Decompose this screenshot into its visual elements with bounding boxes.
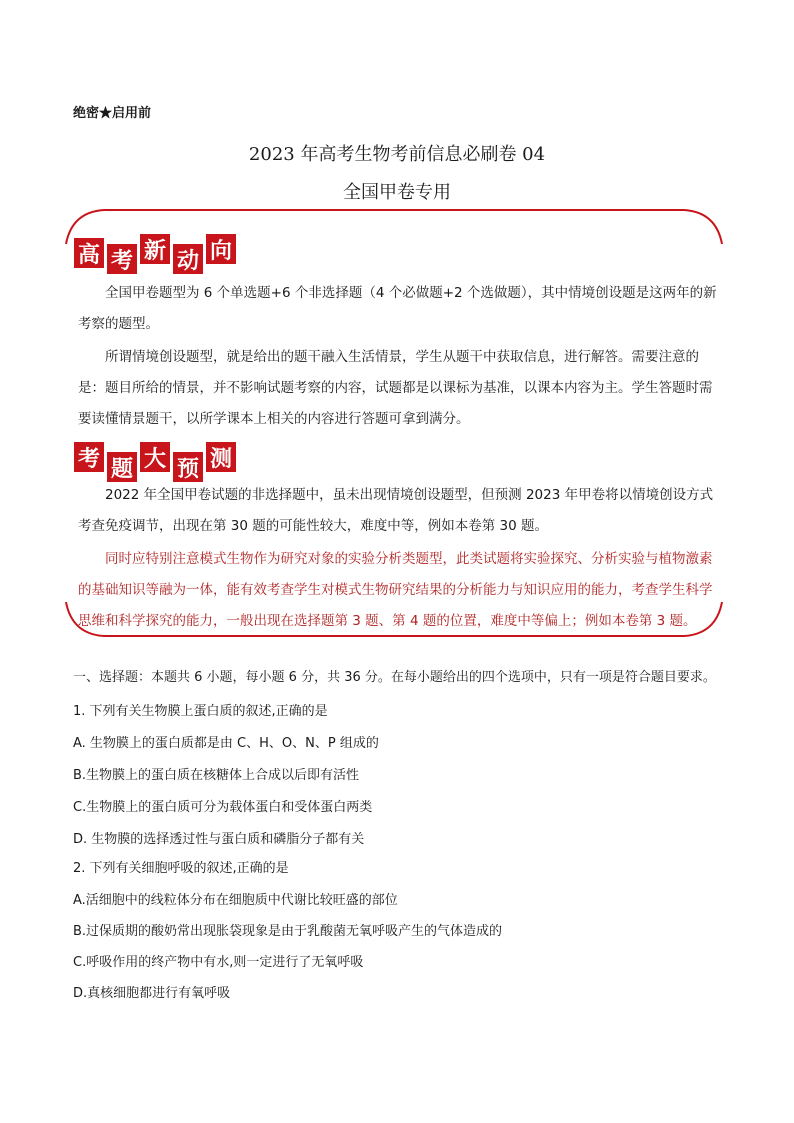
banner2-char: 大 bbox=[140, 442, 170, 472]
section2-paragraph-2: 同时应特别注意模式生物作为研究对象的实验分析类题型，此类试题将实验探究、分析实验与植物激素的基础知识等融为一体，能有效考查学生对模式生物研究结果的分析能力与知识应用的能力，考查学生科学思维和科学探究的能力，一般出现在选择题第 3 题、第 4 题的位置，难度中等偏上；例如本卷第 3 题。 bbox=[78, 551, 713, 629]
exam-subtitle: 全国甲卷专用 bbox=[343, 182, 451, 203]
banner2-char: 预 bbox=[173, 452, 203, 482]
question-2-option-a: A.活细胞中的线粒体分布在细胞质中代谢比较旺盛的部位 bbox=[73, 893, 398, 908]
banner1-char: 动 bbox=[173, 244, 203, 274]
section2-paragraph-1: 2022 年全国甲卷试题的非选择题中，虽未出现情境创设题型，但预测 2023 年甲卷将以情境创设方式考查免疫调节，出现在第 30 题的可能性较大，难度中等，例如本卷第 30 题。 bbox=[78, 487, 714, 534]
question-1-option-c: C.生物膜上的蛋白质可分为载体蛋白和受体蛋白两类 bbox=[73, 800, 373, 815]
banner-kaoti-dayuce bbox=[74, 438, 238, 482]
banner-gaokao-xindongxiang bbox=[74, 230, 238, 274]
question-1-option-a: A. 生物膜上的蛋白质都是由 C、H、O、N、P 组成的 bbox=[73, 736, 379, 751]
question-2-stem: 2. 下列有关细胞呼吸的叙述,正确的是 bbox=[73, 861, 289, 876]
secret-label: 绝密★启用前 bbox=[73, 106, 152, 121]
banner1-char: 高 bbox=[74, 238, 104, 268]
question-1-option-b: B.生物膜上的蛋白质在核糖体上合成以后即有活性 bbox=[73, 768, 360, 783]
frame-bottom-decoration bbox=[64, 600, 724, 640]
question-1-stem: 1. 下列有关生物膜上蛋白质的叙述,正确的是 bbox=[73, 704, 328, 719]
section1-paragraph-1: 全国甲卷题型为 6 个单选题+6 个非选择题（4 个必做题+2 个选做题），其中情境创设题是这两年的新考察的题型。 bbox=[78, 285, 717, 332]
question-2-option-d: D.真核细胞都进行有氧呼吸 bbox=[73, 986, 231, 1001]
banner1-char: 考 bbox=[107, 244, 137, 274]
section-instruction: 一、选择题：本题共 6 小题，每小题 6 分，共 36 分。在每小题给出的四个选项中，只有一项是符合题目要求。 bbox=[73, 670, 716, 685]
question-2-option-c: C.呼吸作用的终产物中有水,则一定进行了无氧呼吸 bbox=[73, 955, 364, 970]
banner1-char: 向 bbox=[206, 234, 236, 264]
section1-paragraph-2: 所谓情境创设题型，就是给出的题干融入生活情景，学生从题干中获取信息，进行解答。需要注意的是：题目所给的情景，并不影响试题考察的内容，试题都是以课标为基准，以课本内容为主。学生答题时需要读懂情景题干，以所学课本上相关的内容进行答题可拿到满分。 bbox=[78, 349, 713, 427]
banner2-char: 测 bbox=[206, 442, 236, 472]
question-2-option-b: B.过保质期的酸奶常出现胀袋现象是由于乳酸菌无氧呼吸产生的气体造成的 bbox=[73, 924, 503, 939]
exam-title: 2023 年高考生物考前信息必刷卷 04 bbox=[248, 144, 546, 165]
banner1-char: 新 bbox=[140, 234, 170, 264]
banner2-char: 考 bbox=[74, 442, 104, 472]
question-1-option-d: D. 生物膜的选择透过性与蛋白质和磷脂分子都有关 bbox=[73, 832, 365, 847]
banner2-char: 题 bbox=[107, 452, 137, 482]
